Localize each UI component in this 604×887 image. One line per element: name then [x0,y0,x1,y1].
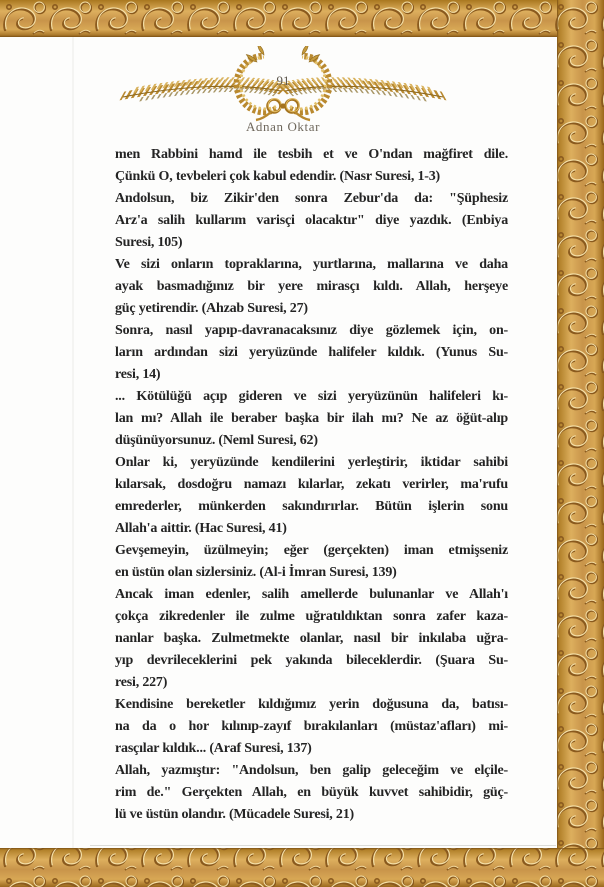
text-line: Suresi, 105) [115,235,183,250]
text-line: resi, 14) [115,367,161,382]
text-line: rim de." Gerçekten Allah, en büyük kuvvet sahibidir, güç- [115,785,508,800]
text-line: ların ardından sizi yeryüzünde halifeler kıldık. (Yunus Su- [115,345,508,360]
text-line: yıp devrileceklerini pek yakında bileceklerdir. (Şuara Su- [115,653,508,668]
text-line: Arz'a salih kullarım varisçi olacaktır" diye yazdık. (Enbiya [115,213,508,228]
laurel-wreath-icon [113,46,453,126]
frame-top-border [0,0,604,37]
frame-bottom-border [0,848,604,887]
text-line: ayak basmadığınız bir yere mirasçı kıldı. Allah, herşeye [115,279,508,294]
text-line: ... Kötülüğü açıp gideren ve sizi yeryüzünün halifeleri kı- [115,389,508,404]
text-line: Gevşemeyin, üzülmeyin; eğer (gerçekten) iman etmişseniz [115,543,508,558]
text-line: lü ve üstün olandır. (Mücadele Suresi, 21) [115,807,354,822]
body-text [115,144,508,826]
text-line: Ancak iman edenler, salih amellerde bulunanlar ve Allah'ı [115,587,508,602]
text-line: kılarsak, dosdoğru namazı kılarlar, zekatı verirler, ma'rufu [115,477,508,492]
text-line: rasçılar kıldık... (Araf Suresi, 137) [115,741,312,756]
text-line: çokça zikredenler ile zulme uğratıldıktan sonra zafer kaza- [115,609,508,624]
text-line: en üstün olan sizlersiniz. (Al-i İmran Suresi, 139) [115,565,397,580]
text-line: resi, 227) [115,675,168,690]
text-line: nanlar başka. Zulmetmekte olanlar, nasıl bir inkılaba uğra- [115,631,508,646]
text-line: Çünkü O, tevbeleri çok kabul edendir. (Nasr Suresi, 1-3) [115,169,440,184]
text-line: Sonra, nasıl yapıp-davranacaksınız diye gözlemek için, on- [115,323,508,338]
text-line: lan mı? Allah ile beraber başka bir ilah mı? Ne az öğüt-alıp [115,411,508,426]
text-line: Kendisine bereketler kıldığımız yerin doğusuna da, batısı- [115,697,508,712]
text-line: Andolsun, biz Zikir'den sonra Zebur'da da: "Şüphesiz [115,191,508,206]
author-name: Adnan Oktar [245,119,321,134]
text-line: Allah'a aittir. (Hac Suresi, 41) [115,521,287,536]
text-line: Allah, yazmıştır: "Andolsun, ben galip geleceğim ve elçile- [115,763,508,778]
text-line: Onlar ki, yeryüzünde kendilerini yerleştirir, iktidar sahibi [115,455,508,470]
text-line: düşünüyorsunuz. (Neml Suresi, 62) [115,433,318,448]
text-line: Ve sizi onların topraklarına, yurtlarına, mallarına ve daha [115,257,508,272]
frame-right-border [557,0,604,887]
text-line: emrederler, münkerden sakındırırlar. Bütün işlerin sonu [115,499,508,514]
text-line: na da o hor kılınıp-zayıf bırakılanları (müstaz'afları) mi- [115,719,508,734]
text-line: güç yetirendir. (Ahzab Suresi, 27) [115,301,308,316]
text-line: men Rabbini hamd ile tesbih et ve O'ndan mağfiret dile. [115,147,508,162]
page-number: 91 [276,73,290,88]
